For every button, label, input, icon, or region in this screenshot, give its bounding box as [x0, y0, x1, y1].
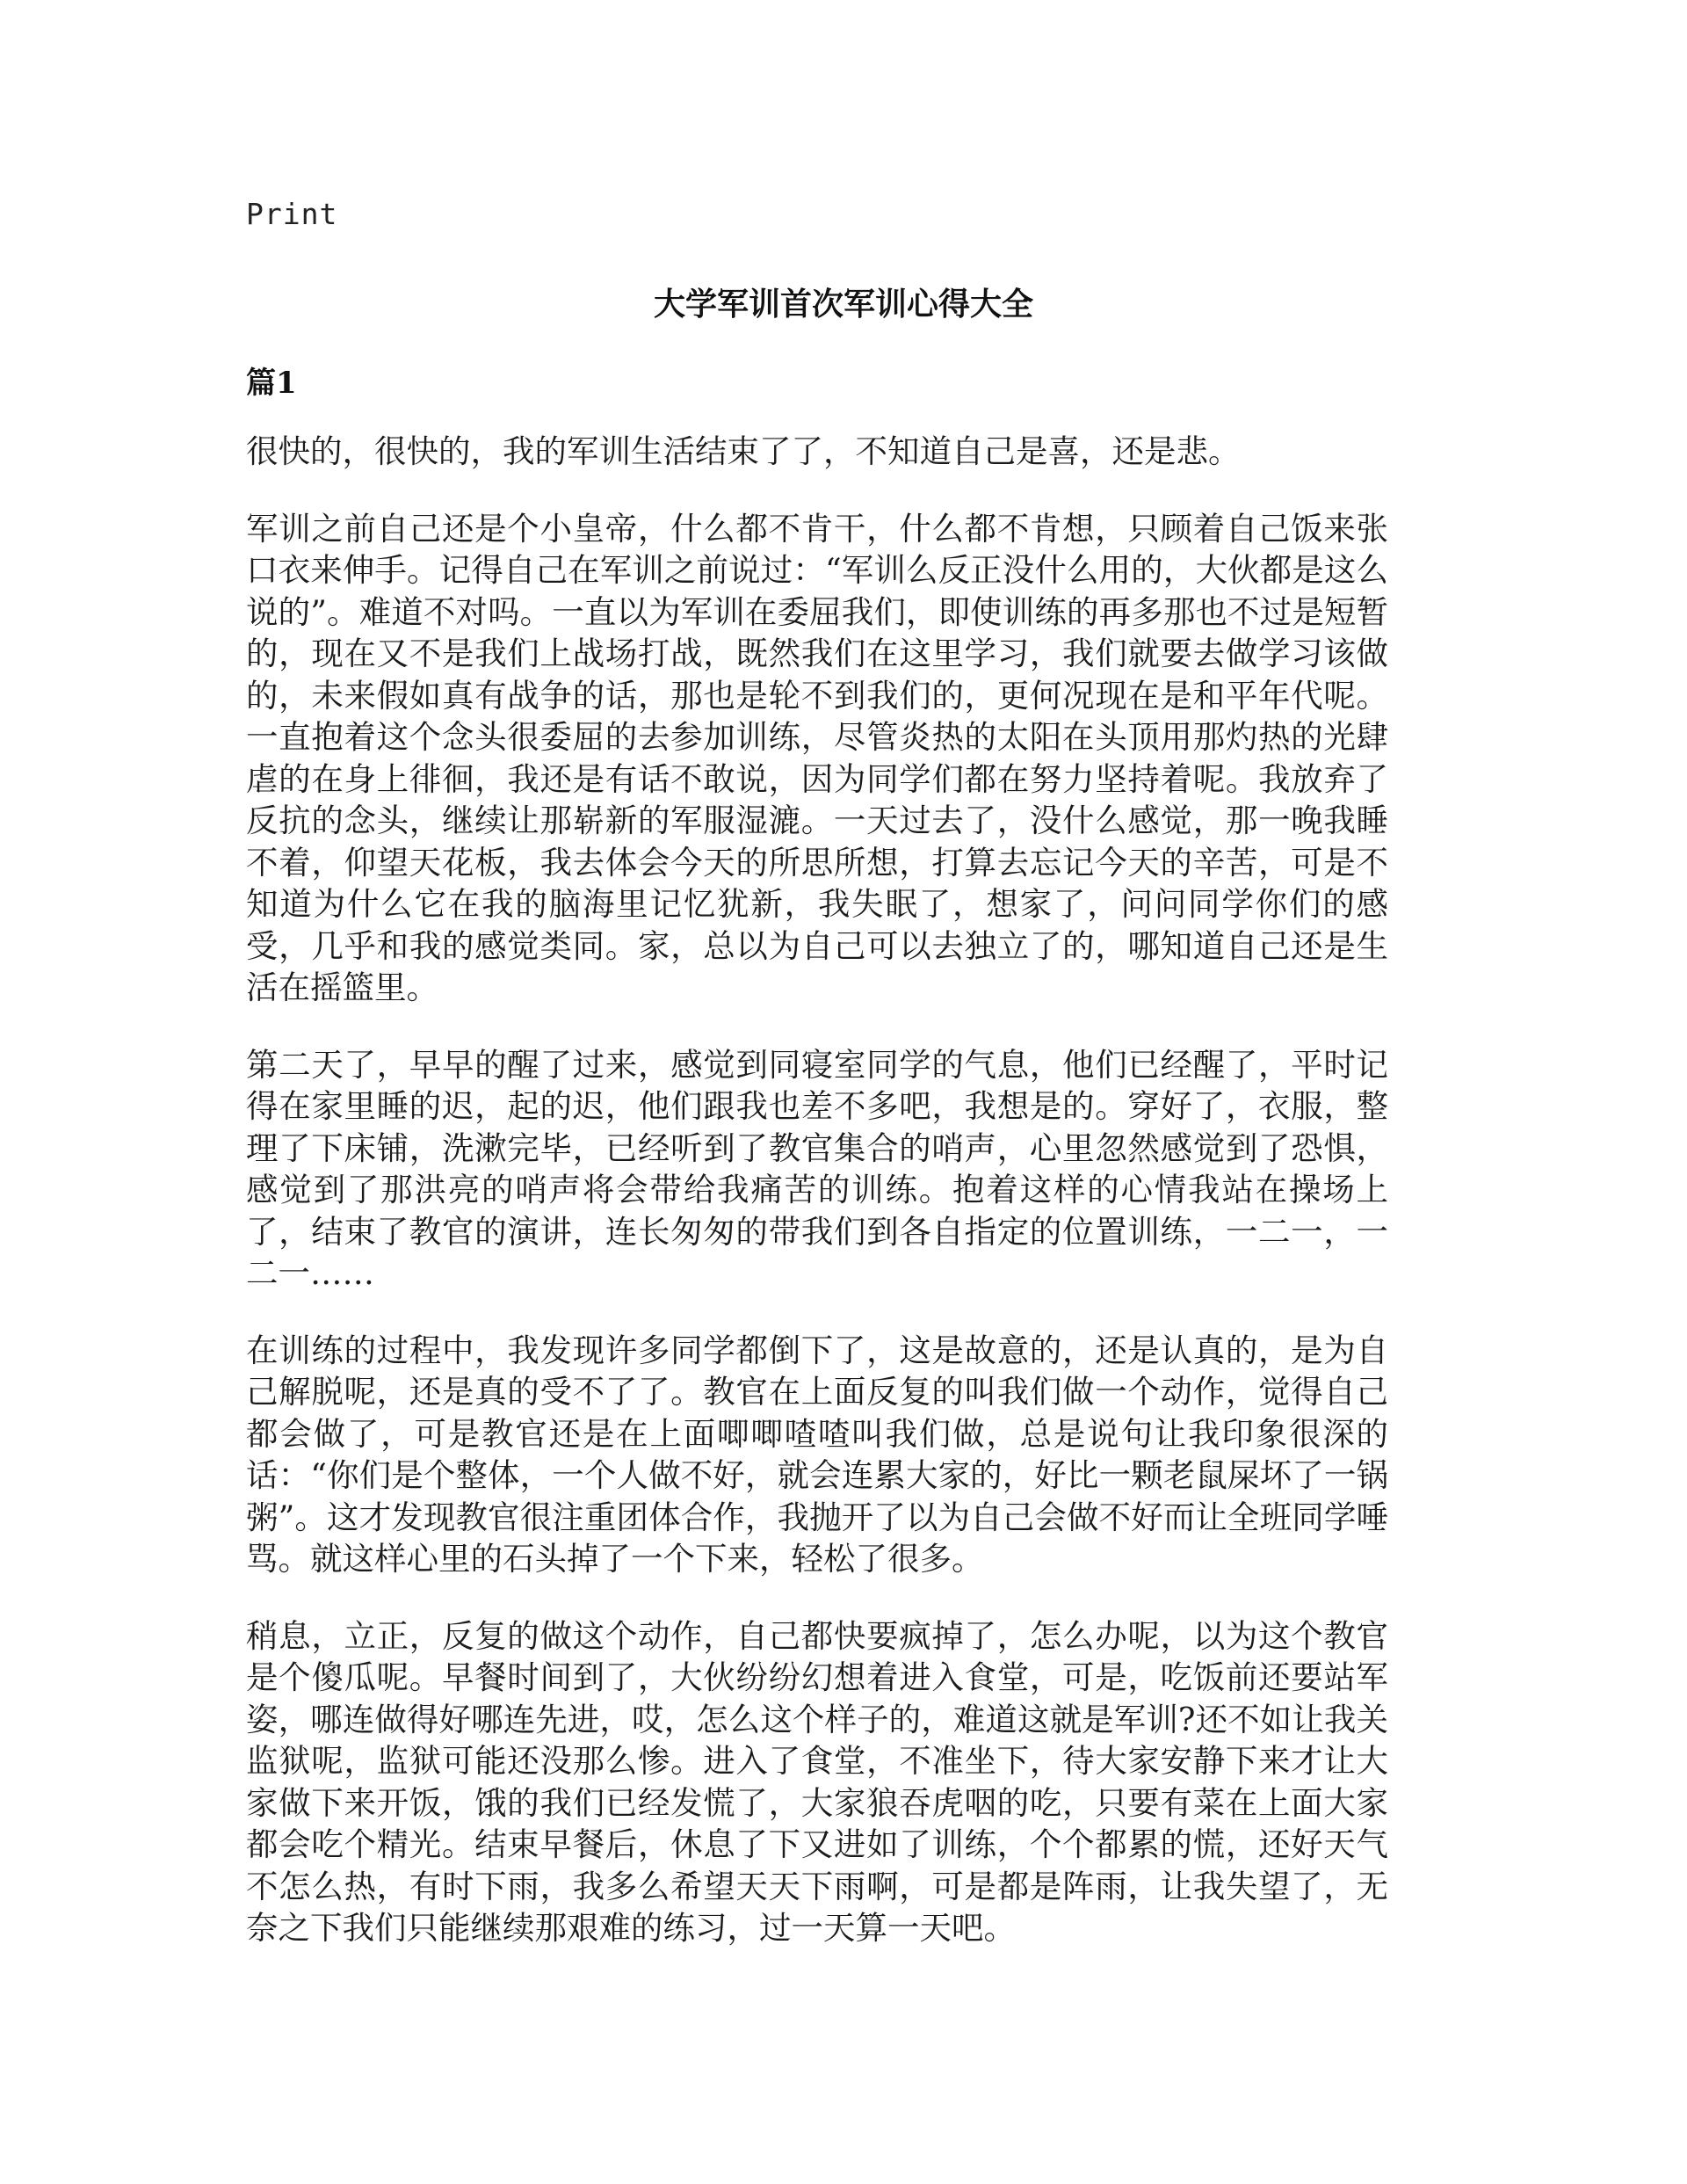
print-label[interactable]: Print — [246, 197, 338, 231]
body-text — [246, 431, 1388, 1949]
section-heading: 篇1 — [246, 366, 297, 401]
paragraph-4: 在训练的过程中，我发现许多同学都倒下了，这是故意的，还是认真的，是为自己解脱呢，还是真的受不了了。教官在上面反复的叫我们做一个动作，觉得自己都会做了，可是教官还是在上面唧唧喳喳叫我们做，总是说句让我印象很深的话：“你们是个整体，一个人做不好，就会连累大家的，好比一颗老鼠屎坏了一锅粥”。这才发现教官很注重团体合作，我抛开了以为自己会做不好而让全班同学唾骂。就这样心里的石头掉了一个下来，轻松了很多。 — [246, 1331, 1388, 1578]
paragraph-2: 军训之前自己还是个小皇帝，什么都不肯干，什么都不肯想，只顾着自己饭来张口衣来伸手。记得自己在军训之前说过：“军训么反正没什么用的，大伙都是这么说的”。难道不对吗。一直以为军训在委屈我们，即使训练的再多那也不过是短暂的，现在又不是我们上战场打战，既然我们在这里学习，我们就要去做学习该做的，未来假如真有战争的话，那也是轮不到我们的，更何况现在是和平年代呢。一直抱着这个念头很委屈的去参加训练，尽管炎热的太阳在头顶用那灼热的光肆虐的在身上徘徊，我还是有话不敢说，因为同学们都在努力坚持着呢。我放弃了反抗的念头，继续让那崭新的军服湿漉。一天过去了，没什么感觉，那一晚我睡不着，仰望天花板，我去体会今天的所思所想，打算去忘记今天的辛苦，可是不知道为什么它在我的脑海里记忆犹新，我失眠了，想家了，问问同学你们的感受，几乎和我的感觉类同。家，总以为自己可以去独立了的，哪知道自己还是生活在摇篮里。 — [246, 509, 1388, 1006]
document-title: 大学军训首次军训心得大全 — [653, 286, 1033, 323]
paragraph-1: 很快的，很快的，我的军训生活结束了了，不知道自己是喜，还是悲。 — [246, 432, 1241, 470]
paragraph-3: 第二天了，早早的醒了过来，感觉到同寝室同学的气息，他们已经醒了，平时记得在家里睡的迟，起的迟，他们跟我也差不多吧，我想是的。穿好了，衣服，整理了下床铺，洗漱完毕，已经听到了教官集合的哨声，心里忽然感觉到了恐惧，感觉到了那洪亮的哨声将会带给我痛苦的训练。抱着这样的心情我站在操场上了，结束了教官的演讲，连长匆匆的带我们到各自指定的位置训练，一二一，一二一…… — [246, 1045, 1388, 1292]
paragraph-5: 稍息，立正，反复的做这个动作，自己都快要疯掉了，怎么办呢，以为这个教官是个傻瓜呢。早餐时间到了，大伙纷纷幻想着进入食堂，可是，吃饭前还要站军姿，哪连做得好哪连先进，哎，怎么这个样子的，难道这就是军训?还不如让我关监狱呢，监狱可能还没那么惨。进入了食堂，不准坐下，待大家安静下来才让大家做下来开饭，饿的我们已经发慌了，大家狼吞虎咽的吃，只要有菜在上面大家都会吃个精光。结束早餐后，休息了下又进如了训练，个个都累的慌，还好天气不怎么热，有时下雨，我多么希望天天下雨啊，可是都是阵雨，让我失望了，无奈之下我们只能继续那艰难的练习，过一天算一天吧。 — [246, 1616, 1388, 1947]
